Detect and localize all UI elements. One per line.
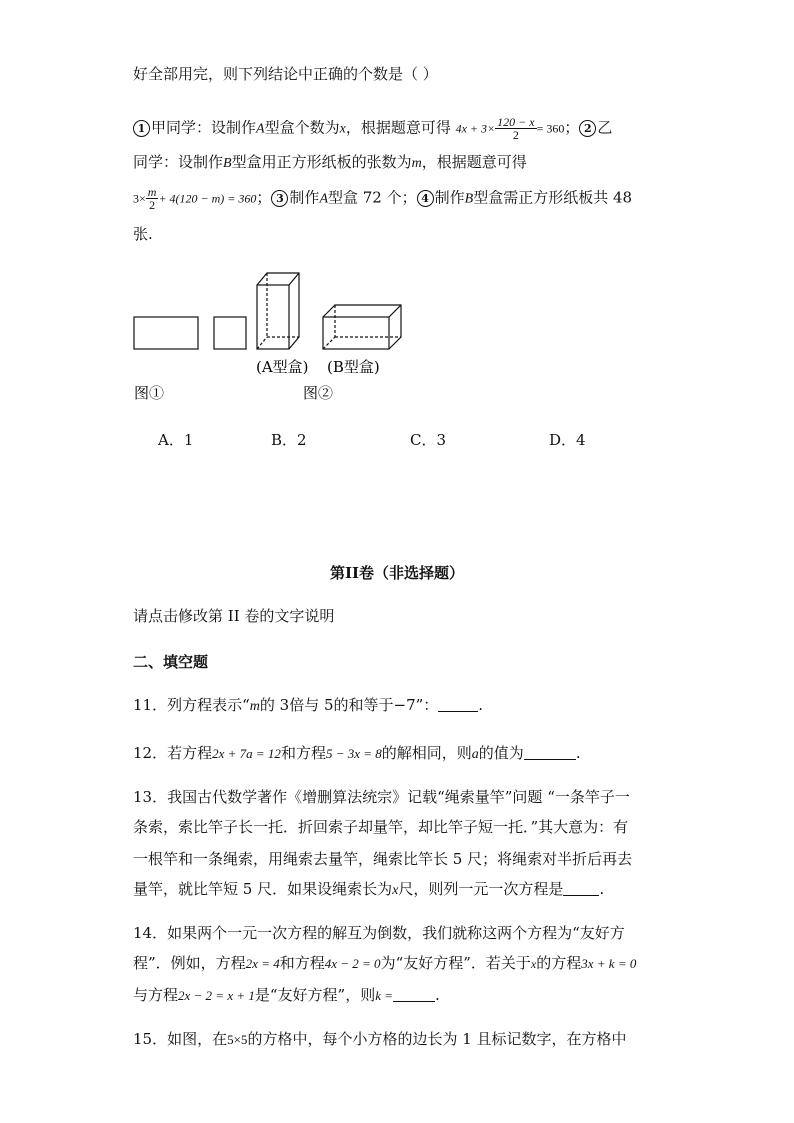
question-15: 15．如图，在5×5的方格中，每个小方格的边长为 1 且标记数字，在方格中 xyxy=(133,1030,627,1048)
figure-1-label: 图① xyxy=(134,384,165,402)
question-14-line-2: 程”．例如，方程2x = 4和方程4x − 2 = 0为“友好方程”．若关于x的方程3x + k = 0 xyxy=(133,954,637,972)
answer-blank-12[interactable] xyxy=(524,745,576,760)
circled-number-3: 3 xyxy=(271,190,288,207)
option-b[interactable]: B．2 xyxy=(271,431,307,449)
section-note: 请点击修改第 II 卷的文字说明 xyxy=(133,607,335,625)
option-d[interactable]: D．4 xyxy=(549,431,586,449)
question-11: 11．列方程表示“m的 3倍与 5的和等于−7”： . xyxy=(133,696,484,714)
circled-number-1: 1 xyxy=(133,120,150,137)
square-board xyxy=(214,317,246,349)
box-figure xyxy=(0,0,794,420)
box-a-label: (A型盒) xyxy=(256,358,309,376)
equation-2-left: 3× xyxy=(133,191,146,206)
statement-line-2: 同学：设制作B型盒用正方形纸板的张数为m，根据题意可得 xyxy=(133,153,527,171)
statement-line-4: 张. xyxy=(133,225,153,243)
option-c[interactable]: C．3 xyxy=(410,431,447,449)
equation-2-fraction: $\frac{m}{2}$ xyxy=(147,185,157,212)
answer-blank-11[interactable] xyxy=(438,697,478,712)
box-b-drawing xyxy=(323,305,401,349)
circled-number-4: 4 xyxy=(417,190,434,207)
question-intro: 好全部用完，则下列结论中正确的个数是（ ） xyxy=(133,65,438,83)
section-title: 第II卷（非选择题） xyxy=(329,564,465,582)
answer-blank-14[interactable] xyxy=(393,987,435,1002)
rectangle-board xyxy=(134,317,198,349)
question-14-line-1: 14．如果两个一元一次方程的解互为倒数，我们就称这两个方程为“友好方 xyxy=(133,924,625,942)
equation-1-fraction: $\frac{120 - x}{2}$ xyxy=(497,115,535,142)
question-13-line-4: 量竿，就比竿短 5 尺．如果设绳索长为x尺，则列一元一次方程是 . xyxy=(133,880,605,898)
question-13-line-3: 一根竿和一条绳索，用绳索去量竿，绳索比竿长 5 尺；将绳索对半折后再去 xyxy=(133,850,633,868)
equation-1-right: = 360 xyxy=(536,121,565,136)
box-b-label: (B型盒) xyxy=(327,358,380,376)
equation-1-left: 4x + 3× xyxy=(455,121,496,136)
question-12: 12．若方程2x + 7a = 12和方程5 − 3x = 8的解相同，则a的值为 . xyxy=(133,744,581,762)
statement-line-3: 3× $\frac{m}{2}$ + 4(120 − m) = 360； 3 制作A型盒 72 个； 4 制作B型盒需正方形纸板共 48 xyxy=(133,185,633,212)
equation-2-right: + 4(120 − m) = 360 xyxy=(158,191,257,206)
box-a-drawing xyxy=(257,273,299,349)
answer-blank-13[interactable] xyxy=(563,881,599,896)
figure-2-label: 图② xyxy=(303,384,334,402)
part-heading: 二、填空题 xyxy=(133,653,209,671)
option-a[interactable]: A．1 xyxy=(158,431,194,449)
question-13-line-1: 13．我国古代数学著作《增删算法统宗》记载“绳索量竿”问题 “一条竿子一 xyxy=(133,788,630,806)
question-13-line-2: 条索，索比竿子长一托．折回索子却量竿，却比竿子短一托．”其大意为：有 xyxy=(133,818,629,836)
circled-number-2: 2 xyxy=(579,120,596,137)
statement-line-1: 1 甲同学：设制作A型盒个数为x，根据题意可得 4x + 3× $\frac{120 - x}{2}$ = 360； 2 乙 xyxy=(133,116,612,141)
question-14-line-3: 与方程2x − 2 = x + 1是“友好方程”，则k = . xyxy=(133,986,440,1004)
